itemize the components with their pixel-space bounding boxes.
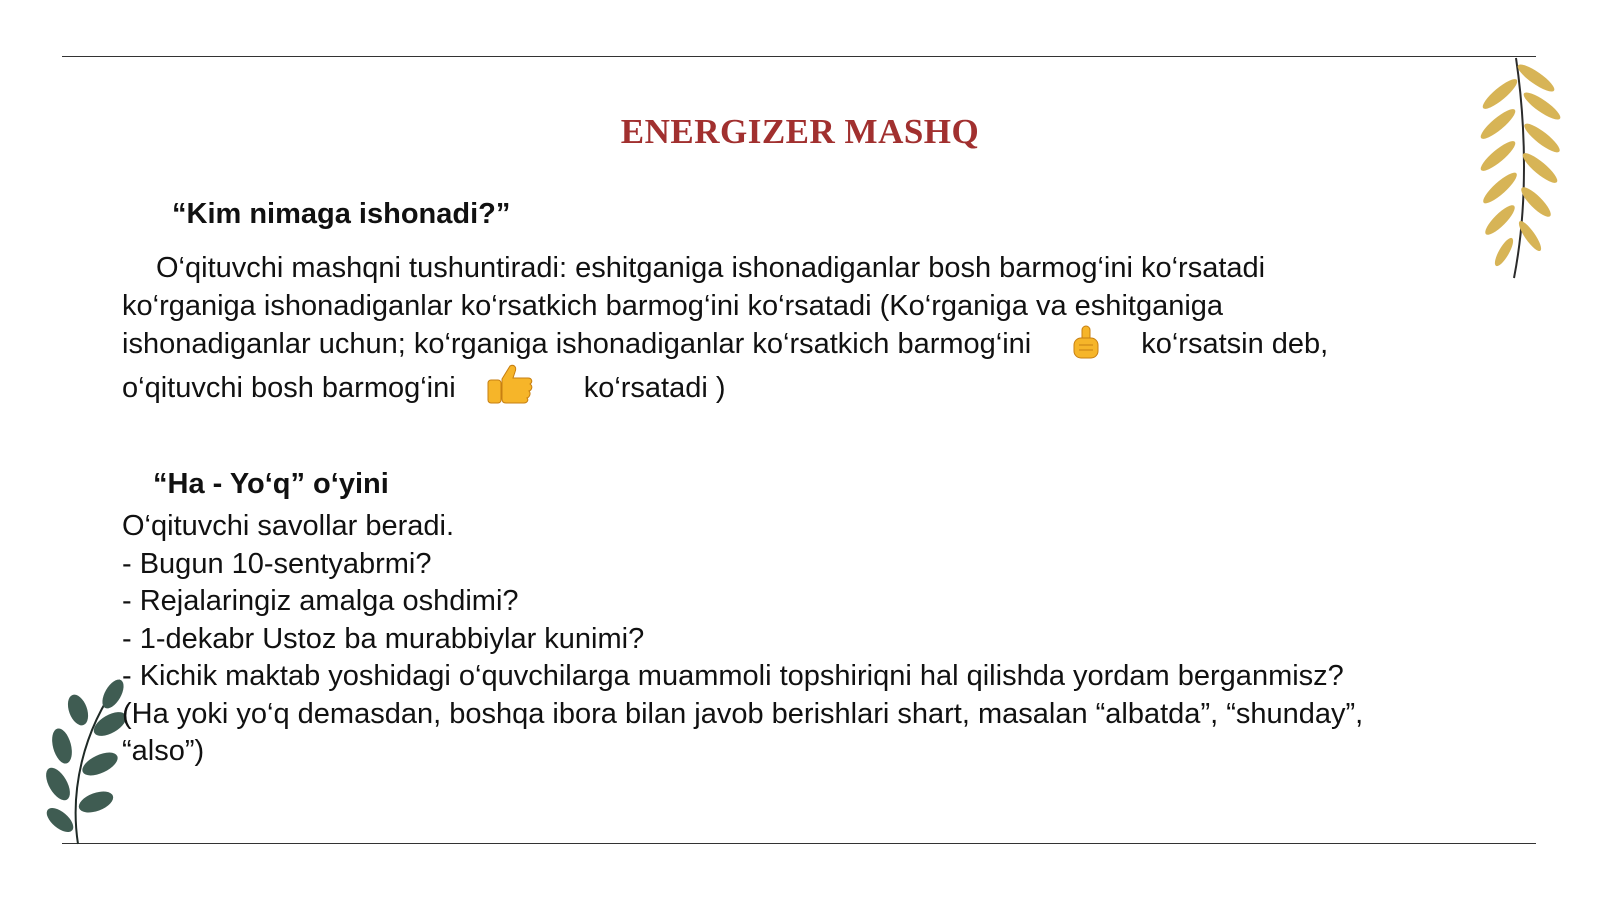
bottom-divider <box>62 843 1536 844</box>
section2-question-list <box>122 508 1562 771</box>
list-item: - Bugun 10-sentyabrmi? <box>122 547 432 580</box>
paragraph-line: ishonadiganlar uchun; ko‘rganiga ishonadiganlar ko‘rsatkich barmog‘ini ko‘rsatsin deb, <box>122 325 1552 363</box>
list-item: - Rejalaringiz amalga oshdimi? <box>122 585 519 617</box>
section1-paragraph <box>122 250 1552 404</box>
list-item: “also”) <box>122 735 205 767</box>
pointing-up-hand-icon <box>1031 325 1141 372</box>
section1-heading: “Kim nimaga ishonadi?” <box>172 198 511 230</box>
paragraph-line: o‘qituvchi bosh barmog‘ini ko‘rsatadi ) <box>122 363 1552 401</box>
top-divider <box>62 56 1536 57</box>
list-item: - Kichik maktab yoshidagi o‘quvchilarga muammoli topshiriqni hal qilishda yordam berganmisz? <box>122 660 1344 692</box>
list-item: O‘qituvchi savollar beradi. <box>122 510 455 542</box>
slide-title: ENERGIZER MASHQ <box>620 112 980 151</box>
paragraph-line: ko‘rganiga ishonadiganlar ko‘rsatkich barmog‘ini ko‘rsatadi (Ko‘rganiga va eshitganiga <box>122 289 1224 322</box>
thumbs-up-icon <box>466 363 584 416</box>
list-item: (Ha yoki yo‘q demasdan, boshqa ibora bilan javob berishlari shart, masalan “albatda”, “shunday”, <box>122 697 1364 730</box>
section2-heading: “Ha - Yo‘q” o‘yini <box>153 468 389 500</box>
paragraph-line: O‘qituvchi mashqni tushuntiradi: eshitganiga ishonadiganlar bosh barmog‘ini ko‘rsatadi <box>156 252 1266 284</box>
list-item: - 1-dekabr Ustoz ba murabbiylar kunimi? <box>122 622 645 655</box>
green-leaf-decoration <box>38 672 133 847</box>
gold-fern-decoration <box>1478 56 1578 281</box>
